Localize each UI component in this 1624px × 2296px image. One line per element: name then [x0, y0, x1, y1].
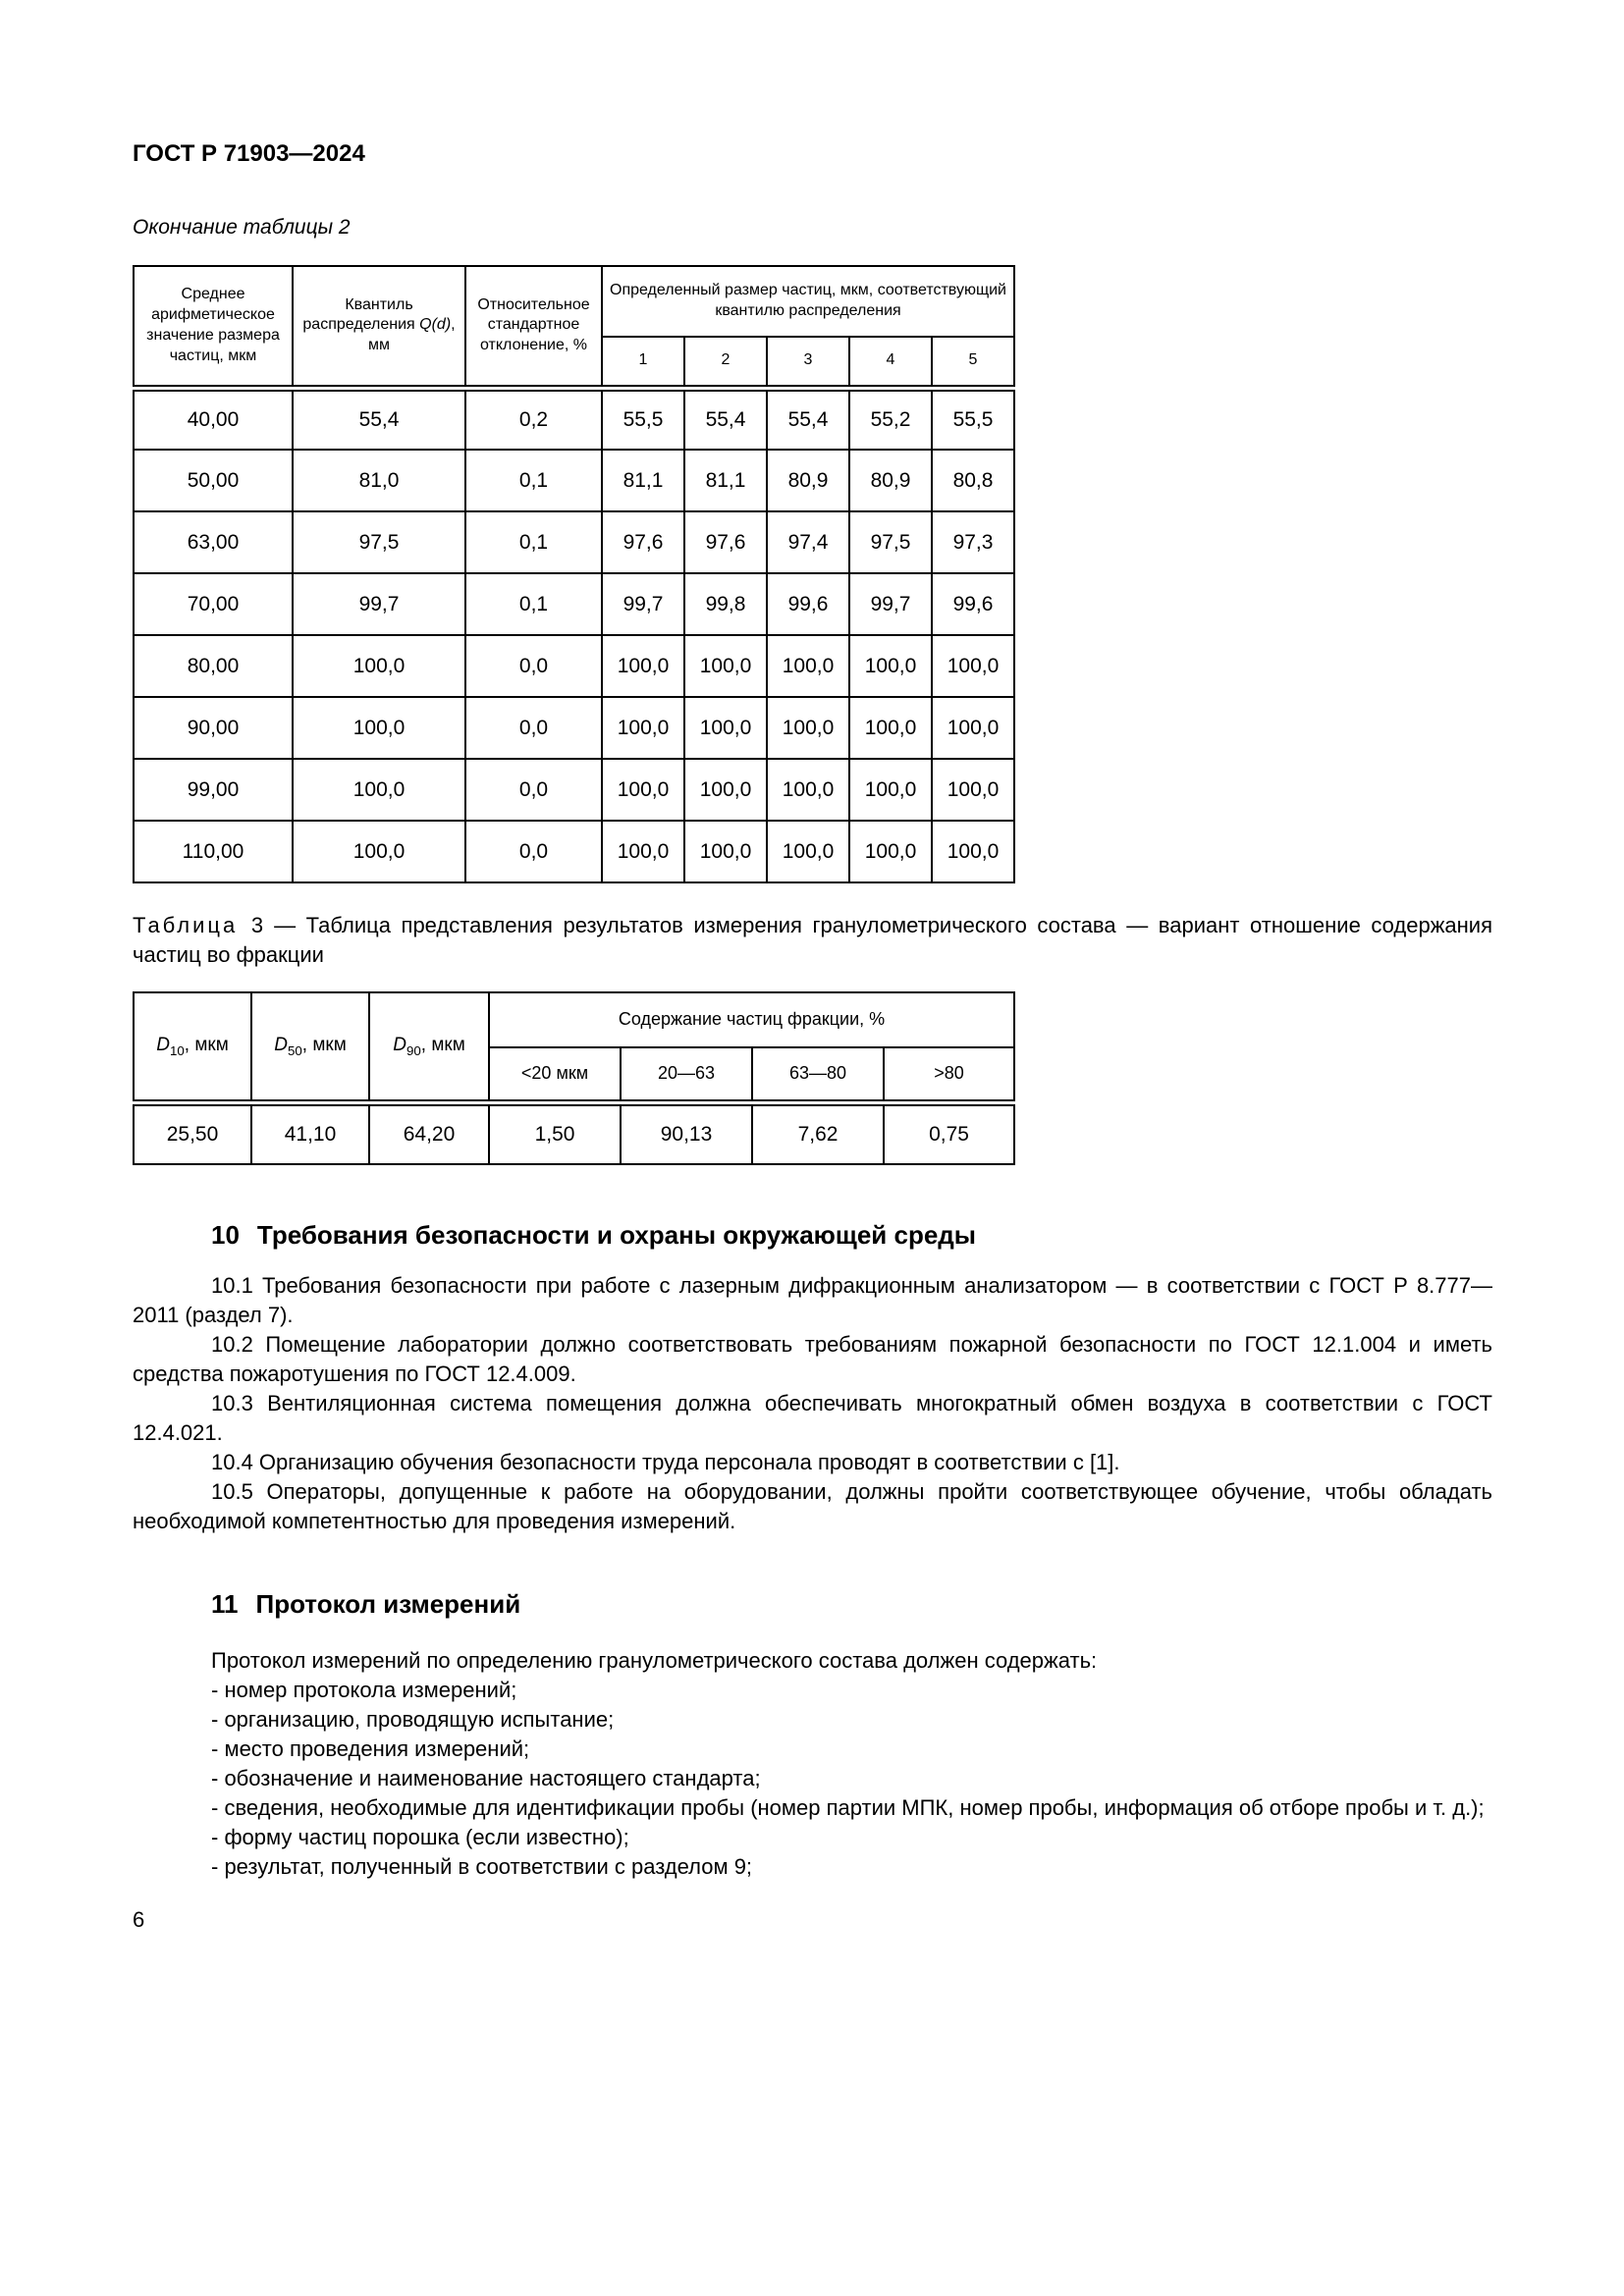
list-item: - результат, полученный в соответствии с разделом 9;: [211, 1854, 753, 1879]
table3: [133, 991, 1015, 1165]
table3-col-d10: [134, 992, 251, 1102]
table-cell: 100,0: [293, 821, 465, 882]
table-cell: 55,4: [767, 388, 849, 450]
table-cell: 0,0: [465, 697, 602, 759]
d90-unit: , мкм: [420, 1034, 465, 1055]
table-cell: 100,0: [602, 697, 684, 759]
section-11-title: Протокол измерений: [255, 1589, 521, 1619]
table-cell: 99,7: [602, 573, 684, 635]
table-cell: 50,00: [134, 450, 293, 511]
table2-col-quantile: [293, 266, 465, 388]
section-11-number: 11: [211, 1589, 239, 1619]
table-cell: 97,5: [293, 511, 465, 573]
table-cell: 80,9: [849, 450, 932, 511]
table3-col-fraction-content: Содержание частиц фракции, %: [489, 992, 1014, 1047]
table-cell: 100,0: [767, 821, 849, 882]
table3-caption-label: Таблица 3: [133, 913, 267, 937]
table-row: [134, 821, 1014, 882]
list-item: - обозначение и наименование настоящего стандарта;: [211, 1766, 761, 1790]
table-cell: 80,00: [134, 635, 293, 697]
table2-col-rsd: Относительное стандартное отклонение, %: [465, 266, 602, 388]
table-cell: 0,1: [465, 450, 602, 511]
table-cell: 100,0: [684, 635, 767, 697]
table-cell: 100,0: [932, 821, 1014, 882]
table-cell: 0,0: [465, 759, 602, 821]
table-cell: 100,0: [602, 635, 684, 697]
table-cell: 100,0: [849, 821, 932, 882]
table-cell: 100,0: [849, 697, 932, 759]
page-number: 6: [133, 1907, 145, 1932]
table3-body: [134, 1102, 1014, 1164]
table-cell: 40,00: [134, 388, 293, 450]
quantile-header-pre: Квантиль распределения: [302, 295, 420, 334]
table3-col-d50: [251, 992, 369, 1102]
table-cell: 100,0: [684, 759, 767, 821]
table3-caption: [133, 911, 1492, 970]
section-10-title: Требования безопасности и охраны окружающей среды: [256, 1220, 976, 1250]
table-cell: 81,1: [602, 450, 684, 511]
list-item: - номер протокола измерений;: [211, 1678, 517, 1702]
table-cell: 99,7: [849, 573, 932, 635]
table-cell: 100,0: [932, 635, 1014, 697]
d10-symbol: D: [156, 1034, 170, 1055]
table-row: [134, 450, 1014, 511]
table-cell: 55,2: [849, 388, 932, 450]
table-cell: 55,5: [932, 388, 1014, 450]
paragraph: 10.4 Организацию обучения безопасности труда персонала проводят в соответствии с [1].: [211, 1450, 1120, 1474]
table2-col-determined-size: Определенный размер частиц, мкм, соответствующий квантилю распределения: [602, 266, 1014, 337]
table-cell: 100,0: [684, 821, 767, 882]
table-cell: 55,4: [293, 388, 465, 450]
table-cell: 100,0: [767, 635, 849, 697]
list-item: - сведения, необходимые для идентификации пробы (номер партии МПК, номер пробы, информация об отборе пробы и т. д.);: [211, 1795, 1485, 1820]
table-cell: 97,6: [602, 511, 684, 573]
list-item: - форму частиц порошка (если известно);: [211, 1825, 629, 1849]
table-cell: 90,00: [134, 697, 293, 759]
fraction-range-3: 63—80: [752, 1047, 884, 1102]
fraction-range-2: 20—63: [621, 1047, 752, 1102]
table-cell: 90,13: [621, 1102, 752, 1164]
table-cell: 99,00: [134, 759, 293, 821]
table-cell: 97,4: [767, 511, 849, 573]
run-header-3: 3: [767, 337, 849, 388]
run-header-5: 5: [932, 337, 1014, 388]
paragraph: 10.3 Вентиляционная система помещения должна обеспечивать многократный обмен воздуха в соответствии с ГОСТ 12.4.021.: [133, 1391, 1492, 1445]
fraction-range-4: >80: [884, 1047, 1014, 1102]
table-row: [134, 1102, 1014, 1164]
table-cell: 97,6: [684, 511, 767, 573]
table-cell: 99,6: [932, 573, 1014, 635]
table-cell: 0,2: [465, 388, 602, 450]
section-11-intro: Протокол измерений по определению гранулометрического состава должен содержать:: [211, 1648, 1098, 1673]
table-cell: 63,00: [134, 511, 293, 573]
table3-header: [134, 992, 1014, 1102]
table-cell: 41,10: [251, 1102, 369, 1164]
table2-continuation-note: Окончание таблицы 2: [133, 216, 351, 239]
table-cell: 100,0: [602, 821, 684, 882]
table-cell: 97,5: [849, 511, 932, 573]
table-cell: 81,0: [293, 450, 465, 511]
d10-unit: , мкм: [184, 1034, 229, 1055]
d90-symbol: D: [393, 1034, 406, 1055]
table2: [133, 265, 1015, 883]
table3-col-d90: [369, 992, 489, 1102]
table-cell: 100,0: [767, 697, 849, 759]
table-cell: 100,0: [684, 697, 767, 759]
paragraph: 10.2 Помещение лаборатории должно соответствовать требованиям пожарной безопасности по ГОСТ 12.1.004 и иметь средства пожаротушения по ГОСТ 12.4.009.: [133, 1332, 1492, 1386]
fraction-range-1: <20 мкм: [489, 1047, 621, 1102]
table-cell: 70,00: [134, 573, 293, 635]
table-cell: 0,75: [884, 1102, 1014, 1164]
quantile-header-symbol: Q(d): [419, 316, 452, 334]
table-cell: 7,62: [752, 1102, 884, 1164]
list-item: - организацию, проводящую испытание;: [211, 1707, 615, 1732]
run-header-2: 2: [684, 337, 767, 388]
table-cell: 0,0: [465, 821, 602, 882]
table-cell: 99,8: [684, 573, 767, 635]
table-cell: 55,4: [684, 388, 767, 450]
list-item: - место проведения измерений;: [211, 1736, 530, 1761]
table-cell: 100,0: [932, 697, 1014, 759]
table-cell: 110,00: [134, 821, 293, 882]
section-11-list: [133, 1676, 1492, 1882]
table-cell: 0,1: [465, 573, 602, 635]
table-cell: 0,0: [465, 635, 602, 697]
table-cell: 100,0: [293, 697, 465, 759]
table-cell: 1,50: [489, 1102, 621, 1164]
table-cell: 100,0: [849, 635, 932, 697]
run-header-4: 4: [849, 337, 932, 388]
d50-subscript: 50: [287, 1042, 302, 1058]
table-row: [134, 697, 1014, 759]
section-11-heading: [133, 1587, 1492, 1621]
run-header-1: 1: [602, 337, 684, 388]
section-10-paragraphs: [133, 1271, 1492, 1536]
d50-unit: , мкм: [301, 1034, 347, 1055]
table-cell: 100,0: [932, 759, 1014, 821]
table-cell: 97,3: [932, 511, 1014, 573]
table-cell: 55,5: [602, 388, 684, 450]
table-row: [134, 511, 1014, 573]
d10-subscript: 10: [169, 1042, 185, 1058]
table-cell: 100,0: [849, 759, 932, 821]
table-cell: 80,8: [932, 450, 1014, 511]
paragraph: 10.5 Операторы, допущенные к работе на оборудовании, должны пройти соответствующее обучение, чтобы обладать необходимой компетентностью для проведения измерений.: [133, 1479, 1492, 1533]
table-row: [134, 388, 1014, 450]
table-cell: 64,20: [369, 1102, 489, 1164]
table2-body: [134, 388, 1014, 882]
table-cell: 99,6: [767, 573, 849, 635]
table-cell: 99,7: [293, 573, 465, 635]
doc-header: ГОСТ Р 71903—2024: [133, 140, 365, 167]
table-cell: 100,0: [767, 759, 849, 821]
table-cell: 80,9: [767, 450, 849, 511]
table2-col-mean-size: Среднее арифметическое значение размера частиц, мкм: [134, 266, 293, 388]
d90-subscript: 90: [406, 1042, 421, 1058]
quantile-header-unit: , мм: [368, 316, 456, 354]
table2-header: [134, 266, 1014, 388]
table-cell: 100,0: [602, 759, 684, 821]
table3-caption-text: — Таблица представления результатов измерения гранулометрического состава — вариант отношение содержания частиц во фракции: [133, 913, 1493, 967]
table-cell: 25,50: [134, 1102, 251, 1164]
table-cell: 100,0: [293, 759, 465, 821]
table-cell: 0,1: [465, 511, 602, 573]
paragraph: 10.1 Требования безопасности при работе с лазерным дифракционным анализатором — в соответствии с ГОСТ Р 8.777—2011 (раздел 7).: [133, 1273, 1492, 1327]
section-10-heading: [133, 1218, 1492, 1252]
table-row: [134, 573, 1014, 635]
table-cell: 81,1: [684, 450, 767, 511]
table-row: [134, 635, 1014, 697]
table-row: [134, 759, 1014, 821]
table-cell: 100,0: [293, 635, 465, 697]
d50-symbol: D: [274, 1034, 288, 1055]
section-10-number: 10: [211, 1220, 240, 1250]
